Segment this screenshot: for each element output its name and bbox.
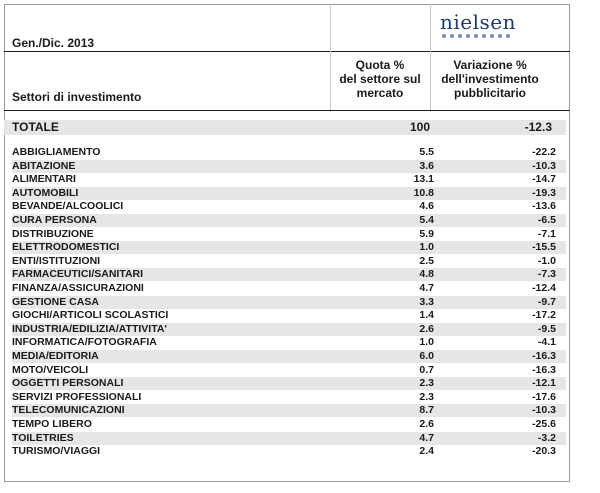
- sector-quota: 1.4: [419, 309, 434, 322]
- sector-quota: 2.3: [419, 377, 434, 390]
- sector-name: GIOCHI/ARTICOLI SCOLASTICI: [12, 309, 169, 322]
- sector-quota: 1.0: [419, 241, 434, 254]
- sector-variation: -6.5: [537, 214, 556, 226]
- column-header-quota: Quota % del settore sul mercato: [339, 58, 421, 100]
- sector-name: ABITAZIONE: [12, 159, 76, 172]
- logo-dots: [440, 34, 512, 38]
- sector-name: MEDIA/EDITORIA: [12, 350, 99, 362]
- sector-variation: -20.3: [532, 445, 556, 458]
- sector-variation: -9.5: [537, 322, 556, 335]
- total-row: [4, 120, 566, 135]
- total-variation: -12.3: [524, 120, 552, 134]
- sector-quota: 5.9: [419, 227, 434, 240]
- sector-name: TEMPO LIBERO: [12, 418, 92, 430]
- total-quota: 100: [409, 120, 430, 134]
- table-row: [12, 391, 566, 404]
- sector-quota: 2.4: [419, 445, 434, 458]
- table-row: [12, 268, 566, 281]
- total-label: TOTALE: [12, 120, 59, 134]
- sector-variation: -10.3: [532, 404, 556, 417]
- sector-name: MOTO/VEICOLI: [12, 363, 89, 376]
- table-row: [12, 228, 566, 241]
- sector-quota: 5.5: [419, 146, 434, 158]
- table-row: [12, 173, 566, 186]
- table-row: [12, 323, 566, 336]
- table-row: [12, 146, 566, 159]
- sector-quota: 5.4: [419, 214, 434, 226]
- sector-name: AUTOMOBILI: [12, 186, 79, 199]
- sector-variation: -1.0: [537, 254, 556, 267]
- sector-quota: 4.8: [419, 268, 434, 281]
- table-row: [12, 309, 566, 322]
- sector-quota: 8.7: [419, 404, 434, 417]
- table-row: [12, 432, 566, 445]
- sector-name: OGGETTI PERSONALI: [12, 377, 124, 390]
- sector-quota: 4.7: [419, 282, 434, 294]
- sector-quota: 2.6: [419, 322, 434, 335]
- sector-variation: -15.5: [532, 241, 556, 254]
- sector-variation: -16.3: [532, 363, 556, 376]
- sector-quota: 2.3: [419, 390, 434, 403]
- sector-name: CURA PERSONA: [12, 214, 97, 226]
- table-row: [12, 364, 566, 377]
- sector-variation: -3.2: [537, 431, 556, 444]
- sector-name: INDUSTRIA/EDILIZIA/ATTIVITA': [12, 322, 167, 335]
- nielsen-logo: [440, 10, 516, 44]
- sector-variation: -22.2: [532, 146, 556, 158]
- table-row: [12, 255, 566, 268]
- sector-name: GESTIONE CASA: [12, 295, 99, 308]
- table-row: [12, 377, 566, 390]
- sector-quota: 13.1: [413, 173, 434, 186]
- sector-name: TELECOMUNICAZIONI: [12, 404, 125, 417]
- sector-variation: -7.1: [537, 227, 556, 240]
- period-label: Gen./Dic. 2013: [12, 36, 95, 50]
- logo-text: nielsen: [440, 10, 516, 34]
- sector-variation: -10.3: [532, 159, 556, 172]
- sector-quota: 4.6: [419, 200, 434, 213]
- table-row: [12, 296, 566, 309]
- sector-quota: 4.7: [419, 431, 434, 444]
- sector-name: FINANZA/ASSICURAZIONI: [12, 282, 144, 294]
- sector-quota: 2.6: [419, 418, 434, 430]
- sector-quota: 3.6: [419, 159, 434, 172]
- table-row: [12, 336, 566, 349]
- sector-name: ABBIGLIAMENTO: [12, 146, 101, 158]
- sector-name: SERVIZI PROFESSIONALI: [12, 390, 142, 403]
- column-header-variazione: Variazione % dell'investimento pubblicitario: [441, 58, 539, 100]
- sector-name: INFORMATICA/FOTOGRAFIA: [12, 336, 157, 349]
- sector-variation: -12.1: [532, 377, 556, 390]
- table-row: [12, 160, 566, 173]
- sector-name: TURISMO/VIAGGI: [12, 445, 101, 458]
- sector-variation: -16.3: [532, 350, 556, 362]
- table-row: [12, 404, 566, 417]
- table-row: [12, 350, 566, 363]
- sector-quota: 2.5: [419, 254, 434, 267]
- table-row: [12, 187, 566, 200]
- table-row: [12, 418, 566, 431]
- sector-name: BEVANDE/ALCOOLICI: [12, 200, 124, 213]
- sector-quota: 3.3: [419, 295, 434, 308]
- sector-variation: -7.3: [537, 268, 556, 281]
- sector-variation: -17.2: [532, 309, 556, 322]
- sector-name: ALIMENTARI: [12, 173, 76, 186]
- table-row: [12, 282, 566, 295]
- sector-variation: -13.6: [532, 200, 556, 213]
- sector-variation: -17.6: [532, 390, 556, 403]
- table-row: [12, 214, 566, 227]
- sector-quota: 10.8: [413, 186, 434, 199]
- table-row: [12, 200, 566, 213]
- sector-variation: -9.7: [537, 295, 556, 308]
- sector-name: ENTI/ISTITUZIONI: [12, 254, 101, 267]
- sector-name: TOILETRIES: [12, 431, 74, 444]
- sector-quota: 1.0: [419, 336, 434, 349]
- table-row: [12, 241, 566, 254]
- table-row: [12, 445, 566, 458]
- sector-variation: -12.4: [532, 282, 556, 294]
- column-header-sector: Settori di investimento: [12, 90, 142, 104]
- sector-quota: 6.0: [419, 350, 434, 362]
- header-divider: [4, 110, 570, 111]
- sector-variation: -19.3: [532, 186, 556, 199]
- sector-variation: -14.7: [532, 173, 556, 186]
- sector-variation: -4.1: [537, 336, 556, 349]
- sector-quota: 0.7: [419, 363, 434, 376]
- sector-name: ELETTRODOMESTICI: [12, 241, 120, 254]
- sector-name: FARMACEUTICI/SANITARI: [12, 268, 144, 281]
- sector-name: DISTRIBUZIONE: [12, 227, 94, 240]
- sector-variation: -25.6: [532, 418, 556, 430]
